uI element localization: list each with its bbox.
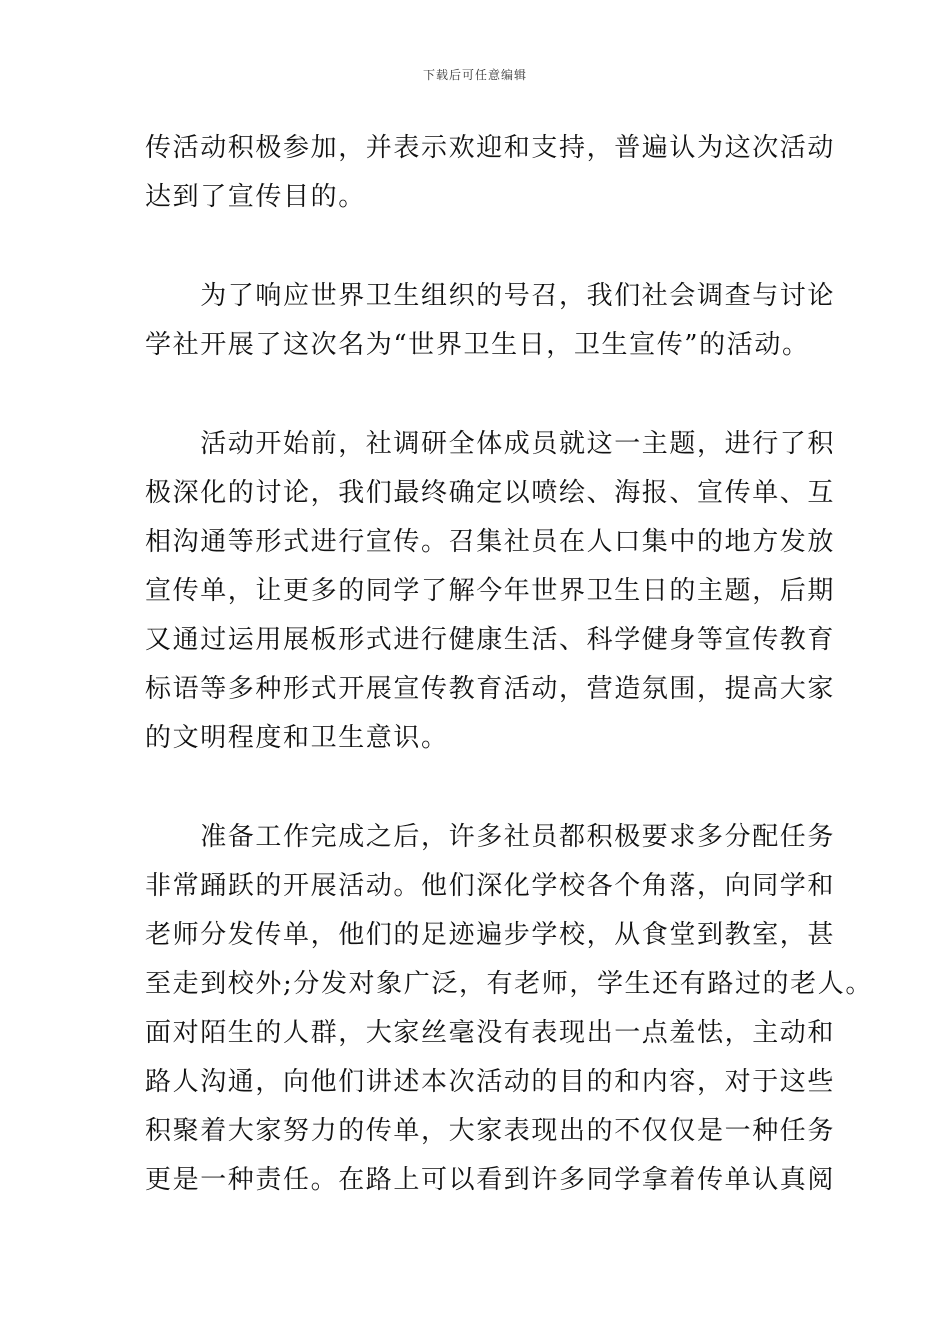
text-line: 老师分发传单，他们的足迹遍步学校，从食堂到教室，甚 [145,920,836,950]
text-line: 又通过运用展板形式进行健康生活、科学健身等宣传教育 [145,625,836,655]
text-line: 路人沟通，向他们讲述本次活动的目的和内容，对于这些 [145,1067,836,1097]
text-line: 面对陌生的人群，大家丝毫没有表现出一点羞怯，主动和 [145,1018,836,1048]
text-line: 非常踊跃的开展活动。他们深化学校各个角落，向同学和 [145,871,836,901]
text-line: 至走到校外;分发对象广泛，有老师，学生还有路过的老人。 [145,969,873,999]
text-line: 学社开展了这次名为“世界卫生日，卫生宣传”的活动。 [145,330,810,360]
text-line: 达到了宣传目的。 [145,182,366,212]
paragraph-2 [145,272,836,370]
text-line: 极深化的讨论，我们最终确定以喷绘、海报、宣传单、互 [145,478,836,508]
header-note: 下载后可任意编辑 [422,68,527,82]
paragraph-3 [145,420,836,763]
paragraph-gap [145,763,815,813]
text-line: 宣传单，让更多的同学了解今年世界卫生日的主题，后期 [145,576,836,606]
document-body [145,124,873,1205]
text-line: 为了响应世界卫生组织的号召，我们社会调查与讨论 [145,281,836,311]
text-line: 传活动积极参加，并表示欢迎和支持，普遍认为这次活动 [145,133,836,163]
text-line: 准备工作完成之后，许多社员都积极要求多分配任务 [145,822,836,852]
text-line: 的文明程度和卫生意识。 [145,723,449,753]
paragraph-4 [145,813,873,1205]
text-line: 积聚着大家努力的传单，大家表现出的不仅仅是一种任务 [145,1116,836,1146]
paragraph-1 [145,124,836,222]
text-line: 更是一种责任。在路上可以看到许多同学拿着传单认真阅 [145,1165,836,1195]
text-line: 标语等多种形式开展宣传教育活动，营造氛围，提高大家 [145,674,836,704]
paragraph-gap [145,370,815,420]
text-line: 相沟通等形式进行宣传。召集社员在人口集中的地方发放 [145,527,836,557]
paragraph-gap [145,222,815,272]
text-line: 活动开始前，社调研全体成员就这一主题，进行了积 [145,429,836,459]
